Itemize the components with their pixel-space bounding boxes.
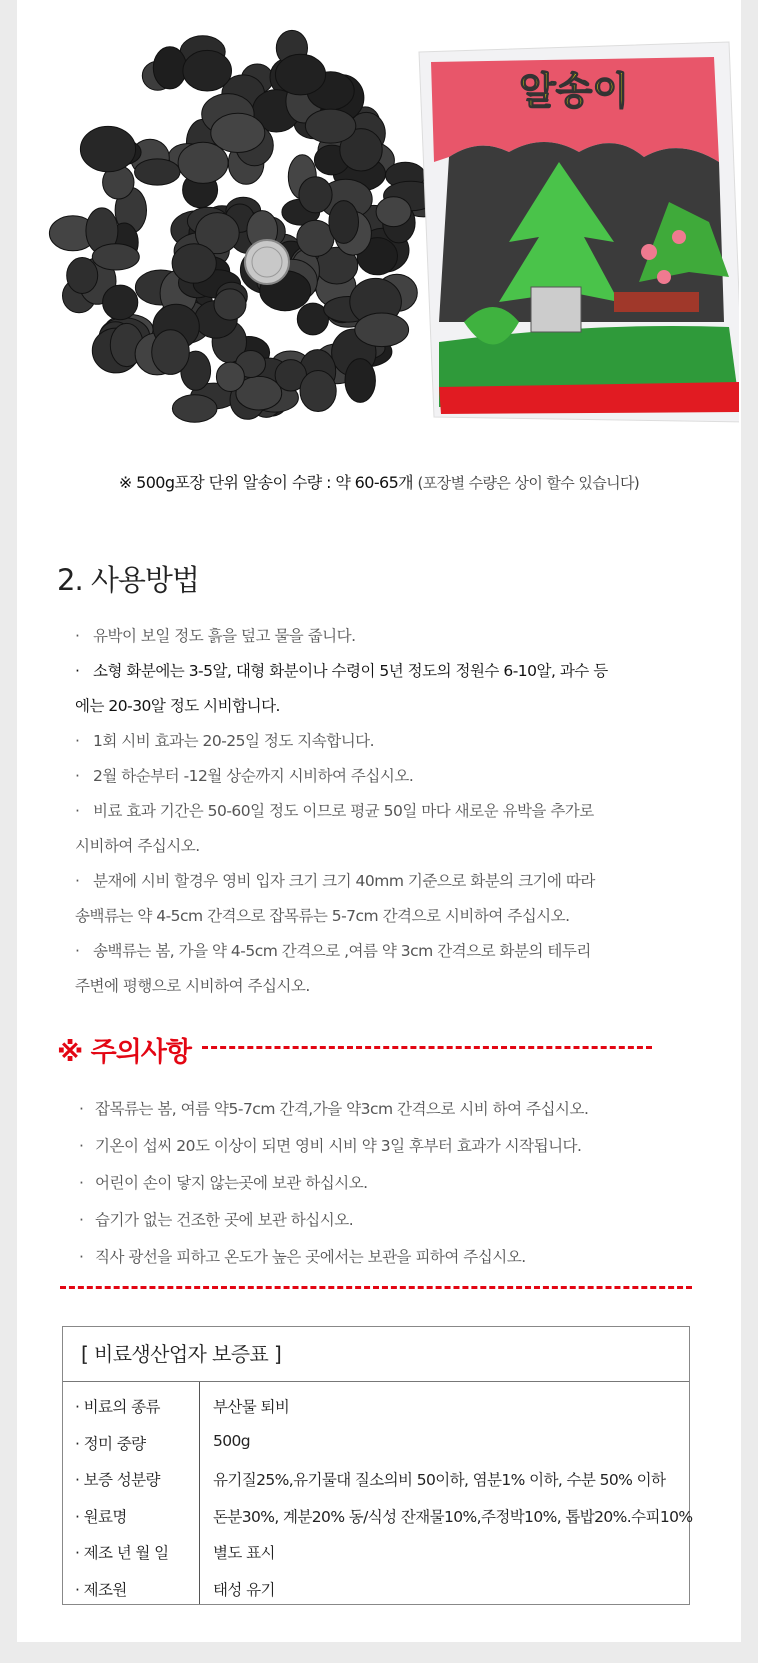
- section-divider: [60, 1286, 692, 1289]
- row-value: 별도 표시: [213, 1544, 275, 1562]
- row-value: 부산물 퇴비: [213, 1398, 290, 1416]
- bag-logo: 알송이: [518, 69, 630, 113]
- row-value: 태성 유기: [213, 1580, 275, 1599]
- bullet: ·: [79, 1137, 84, 1155]
- pellet: [275, 54, 325, 95]
- usage-item-text: 비료 효과 기간은 50-60일 정도 이므로 평균 50일 마다 새로운 유박을 추가로: [93, 802, 594, 820]
- bullet: ·: [75, 942, 80, 960]
- pellet: [355, 313, 409, 347]
- usage-item: [75, 969, 310, 1004]
- row-label: · 원료명: [75, 1507, 127, 1526]
- pellet: [135, 159, 181, 185]
- bullet: ·: [75, 802, 80, 820]
- row-value: 500g: [213, 1431, 251, 1450]
- caption-note: (포장별 수량은 상이 할수 있습니다): [417, 474, 640, 492]
- row-value: 유기질25%,유기물대 질소의비 50이하, 염분1% 이하, 수분 50% 이하: [213, 1471, 666, 1489]
- product-photo: [39, 22, 739, 442]
- usage-item: [75, 794, 594, 829]
- pellet: [67, 258, 98, 294]
- usage-item: [75, 654, 608, 689]
- caution-item-text: 기온이 섭씨 20도 이상이 되면 영비 시비 약 3일 후부터 효과가 시작됩니다.: [95, 1137, 582, 1155]
- usage-item-text: 송백류는 약 4-5cm 간격으로 잡목류는 5-7cm 간격으로 시비하여 주십시오.: [75, 907, 570, 925]
- usage-item-text: 소형 화분에는 3-5알, 대형 화분이나 수령이 5년 정도의 정원수 6-10알, 과수 등: [93, 662, 608, 680]
- usage-item-text: 1회 시비 효과는 20-25일 정도 지속합니다.: [93, 732, 375, 750]
- pellet: [214, 289, 246, 320]
- product-detail-page: [17, 0, 741, 1642]
- table-row: [63, 1533, 689, 1570]
- caption-main: ※ 500g포장 단위 알송이 수량 : 약 60-65개: [118, 473, 414, 492]
- pellet: [172, 395, 217, 422]
- usage-item: [75, 724, 374, 759]
- pellet: [329, 201, 359, 244]
- guarantee-table-title: [ 비료생산업자 보증표 ]: [63, 1327, 689, 1382]
- table-row: [63, 1460, 689, 1497]
- row-label: · 제조원: [75, 1580, 127, 1599]
- usage-item: [75, 759, 413, 794]
- caution-item: [79, 1245, 526, 1267]
- quantity-caption: [17, 470, 741, 493]
- usage-item: [75, 899, 570, 934]
- pellet: [103, 285, 138, 320]
- table-row: [63, 1387, 689, 1424]
- pellet: [92, 244, 139, 270]
- pellet: [172, 244, 216, 283]
- bullet: ·: [79, 1211, 84, 1229]
- row-label: · 제조 년 월 일: [75, 1544, 169, 1562]
- pellet: [216, 362, 244, 391]
- usage-item-text: 주변에 평행으로 시비하여 주십시오.: [75, 977, 310, 995]
- table-row: [63, 1424, 689, 1461]
- row-label: · 정미 중량: [75, 1434, 146, 1453]
- pellet: [183, 50, 232, 91]
- pellet: [297, 220, 334, 256]
- pellet: [376, 197, 411, 227]
- usage-item-text: 유박이 보일 정도 흙을 덮고 물을 줍니다.: [93, 627, 356, 645]
- caution-item: [79, 1171, 368, 1193]
- row-label: · 비료의 종류: [75, 1398, 160, 1416]
- pellet: [305, 109, 355, 143]
- bullet: ·: [75, 872, 80, 890]
- bullet: ·: [75, 732, 80, 750]
- table-row: [63, 1570, 689, 1607]
- pellet: [345, 359, 375, 403]
- usage-item: [75, 829, 200, 864]
- fertilizer-pellets-image: [49, 30, 449, 422]
- usage-item-text: 분재에 시비 할경우 영비 입자 크기 크기 40mm 기준으로 화분의 크기에 따라: [93, 872, 595, 890]
- usage-item: [75, 934, 591, 969]
- pellet: [299, 177, 332, 213]
- caution-item: [79, 1134, 581, 1156]
- caution-item-text: 직사 광선을 피하고 온도가 높은 곳에서는 보관을 피하여 주십시오.: [95, 1248, 526, 1266]
- usage-item: [75, 689, 280, 724]
- usage-item: [75, 864, 595, 899]
- bullet: ·: [79, 1248, 84, 1266]
- caution-divider: [202, 1046, 652, 1049]
- row-value: 돈분30%, 계분20% 동/식성 잔재물10%,주정박10%, 톱밥20%.수피10%: [213, 1507, 693, 1526]
- usage-item-text: 송백류는 봄, 가을 약 4-5cm 간격으로 ,여름 약 3cm 간격으로 화분의 테두리: [93, 942, 591, 960]
- coin-image: [245, 240, 289, 284]
- usage-item-text: 에는 20-30알 정도 시비합니다.: [75, 697, 280, 715]
- usage-title: 2. 사용방법: [57, 563, 199, 597]
- caution-item-text: 어린이 손이 닿지 않는곳에 보관 하십시오.: [95, 1174, 368, 1192]
- caution-item: [79, 1208, 353, 1230]
- bullet: ·: [79, 1174, 84, 1192]
- bullet: ·: [75, 662, 80, 680]
- caution-item-text: 잡목류는 봄, 여름 약5-7cm 간격,가을 약3cm 간격으로 시비 하여 주십시오.: [95, 1100, 589, 1118]
- bullet: ·: [75, 767, 80, 785]
- table-row: [63, 1497, 693, 1534]
- bullet: ·: [75, 627, 80, 645]
- guarantee-table: [62, 1326, 693, 1605]
- row-label: · 보증 성분량: [75, 1471, 160, 1489]
- pellet: [153, 47, 186, 89]
- pellet: [300, 371, 336, 412]
- caution-title: ※ 주의사항: [57, 1037, 191, 1068]
- pellet: [80, 126, 135, 171]
- usage-item: [75, 619, 356, 654]
- pellet: [211, 113, 265, 152]
- bullet: ·: [79, 1100, 84, 1118]
- usage-item-text: 2월 하순부터 -12월 상순까지 시비하여 주십시오.: [93, 767, 414, 785]
- caution-item: [79, 1097, 588, 1119]
- pellet: [152, 330, 190, 375]
- caution-item-text: 습기가 없는 건조한 곳에 보관 하십시오.: [95, 1211, 354, 1229]
- usage-item-text: 시비하여 주십시오.: [75, 837, 200, 855]
